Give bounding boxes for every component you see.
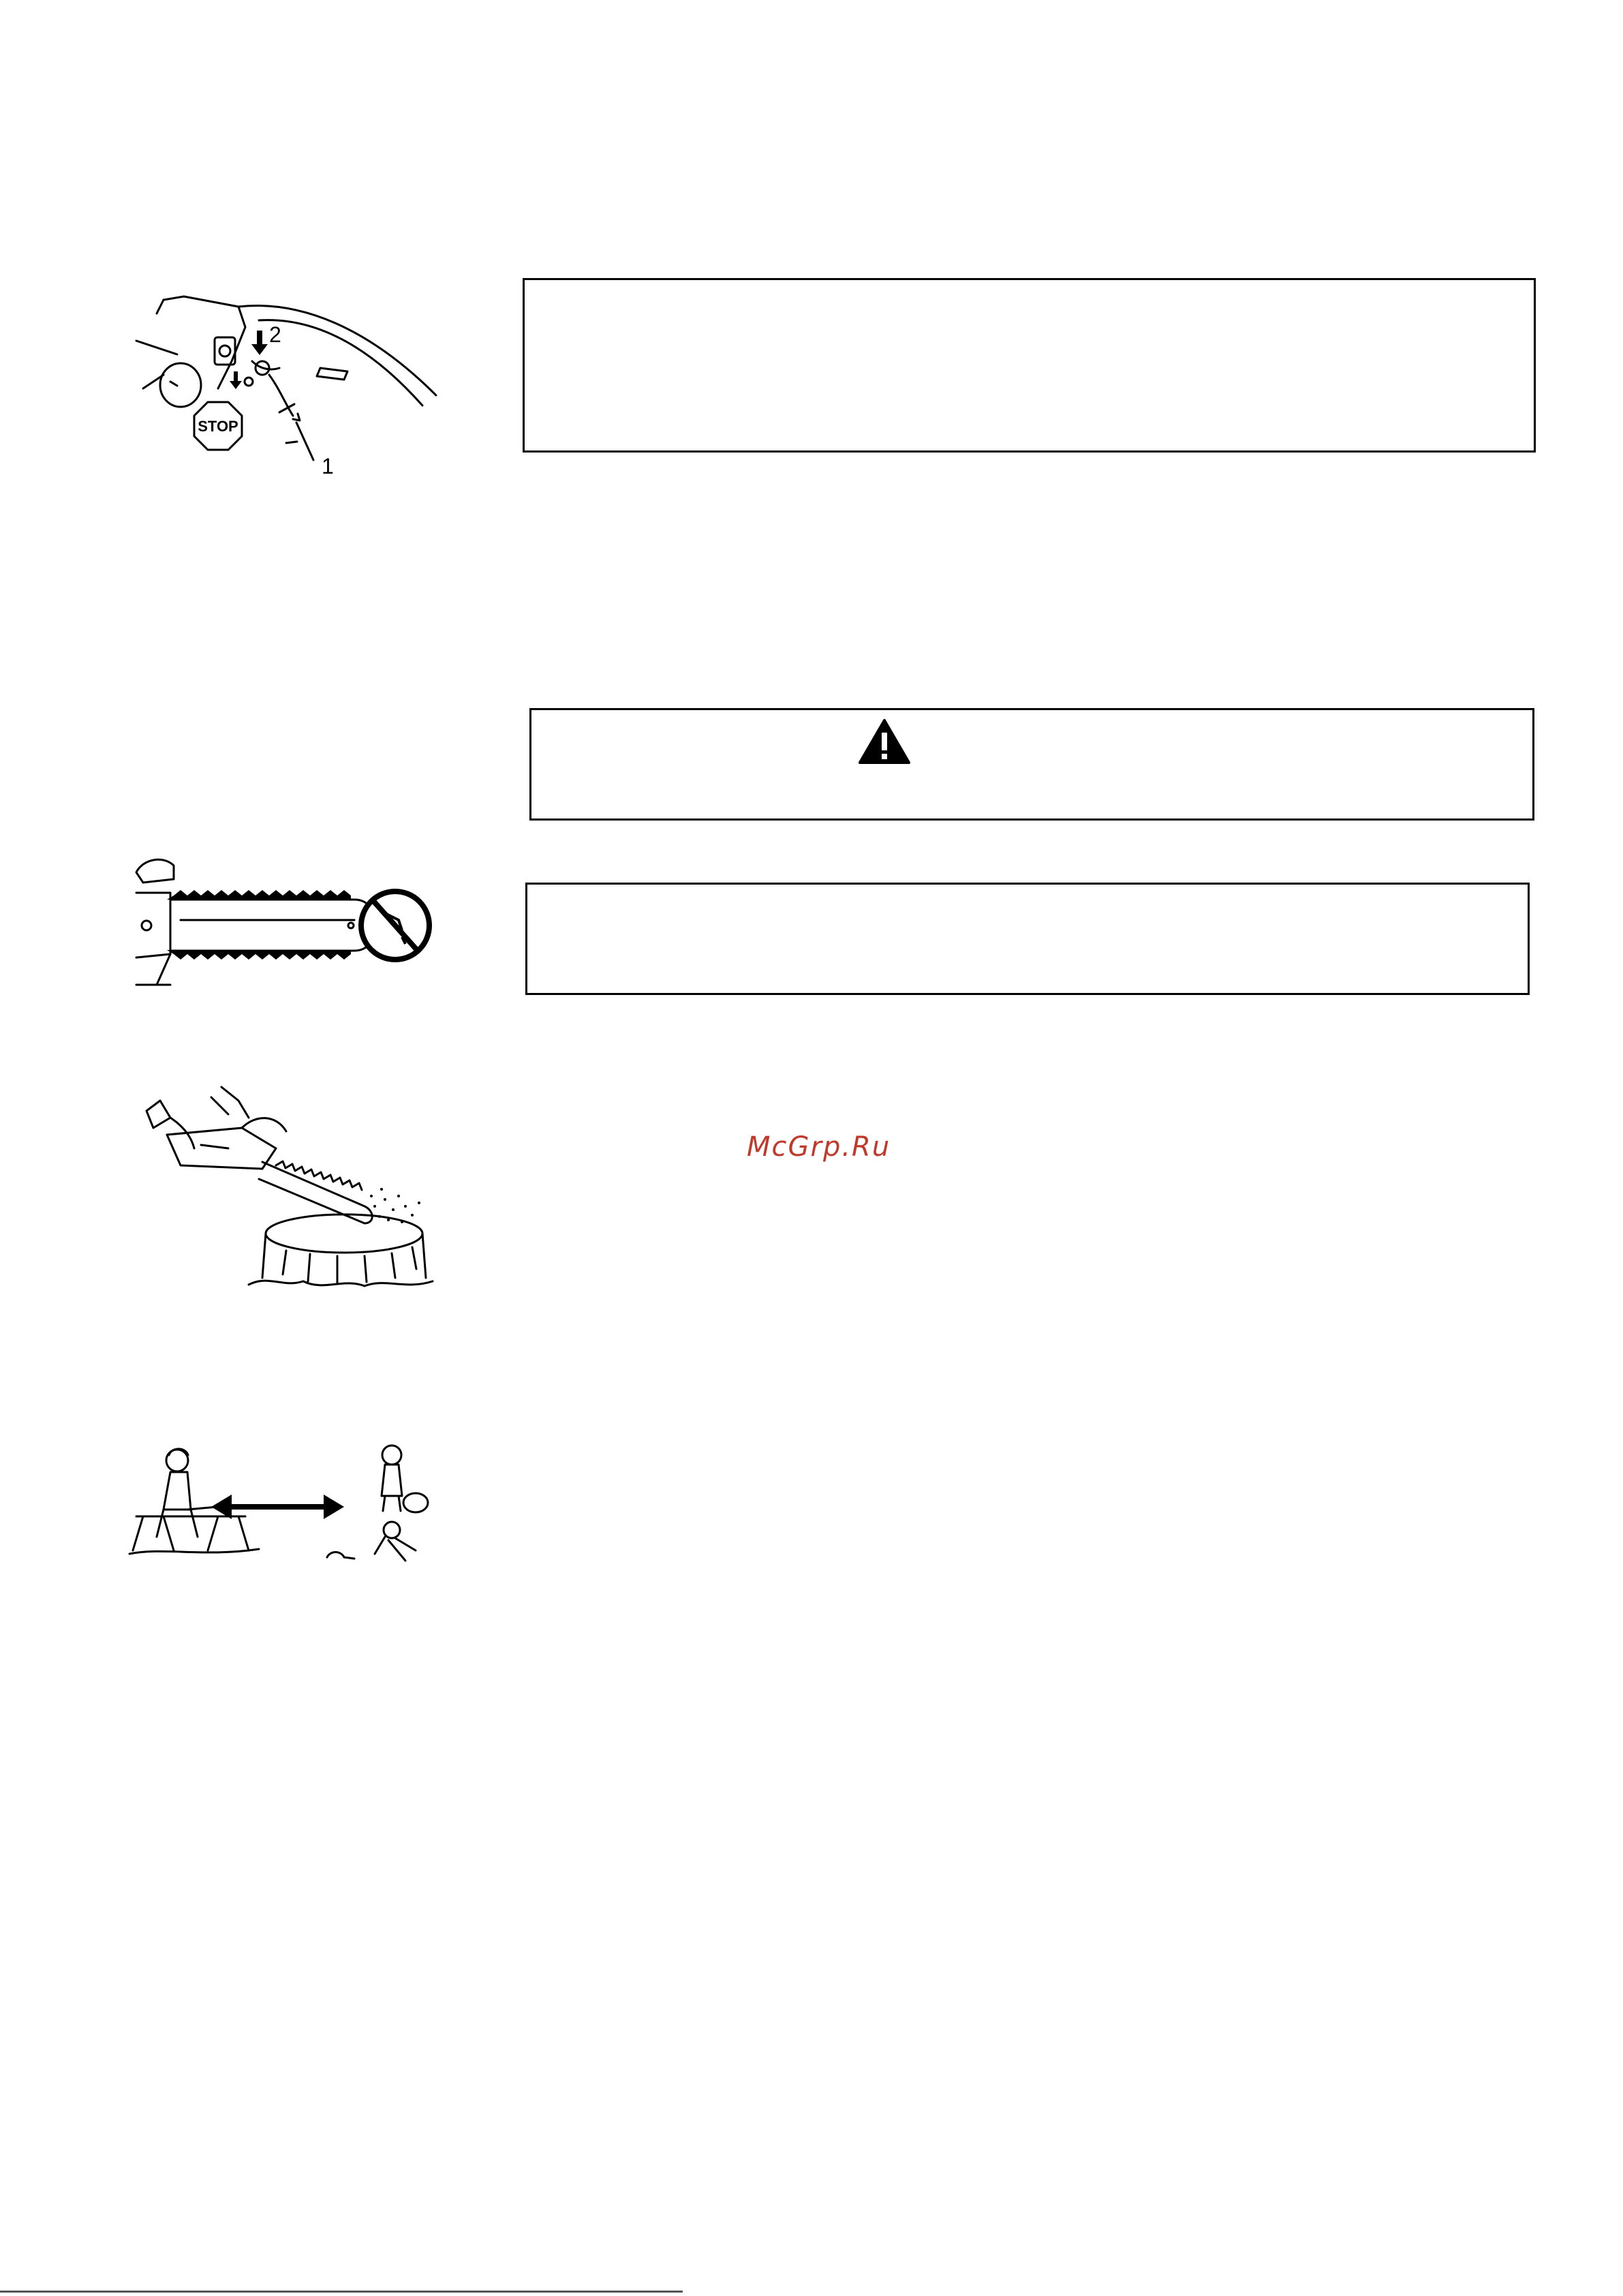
warning-triangle-icon xyxy=(857,718,912,765)
guide-bar-illustration xyxy=(129,852,436,995)
notice-box-1 xyxy=(523,278,1536,453)
callout-1: 1 xyxy=(322,454,334,478)
stop-switch-illustration xyxy=(123,286,463,477)
watermark-text: McGrp.Ru xyxy=(747,1131,891,1163)
stop-label: STOP xyxy=(198,418,238,435)
stop-sign-icon xyxy=(194,402,242,450)
notice-box-3 xyxy=(525,883,1530,995)
no-touch-prohibition-icon xyxy=(361,891,429,960)
keep-distance-illustration xyxy=(123,1435,443,1571)
warning-box xyxy=(529,708,1534,821)
callout-2: 2 xyxy=(269,322,281,347)
footer-rule xyxy=(0,2291,683,2293)
chainsaw-oil-check-illustration xyxy=(140,1087,433,1298)
